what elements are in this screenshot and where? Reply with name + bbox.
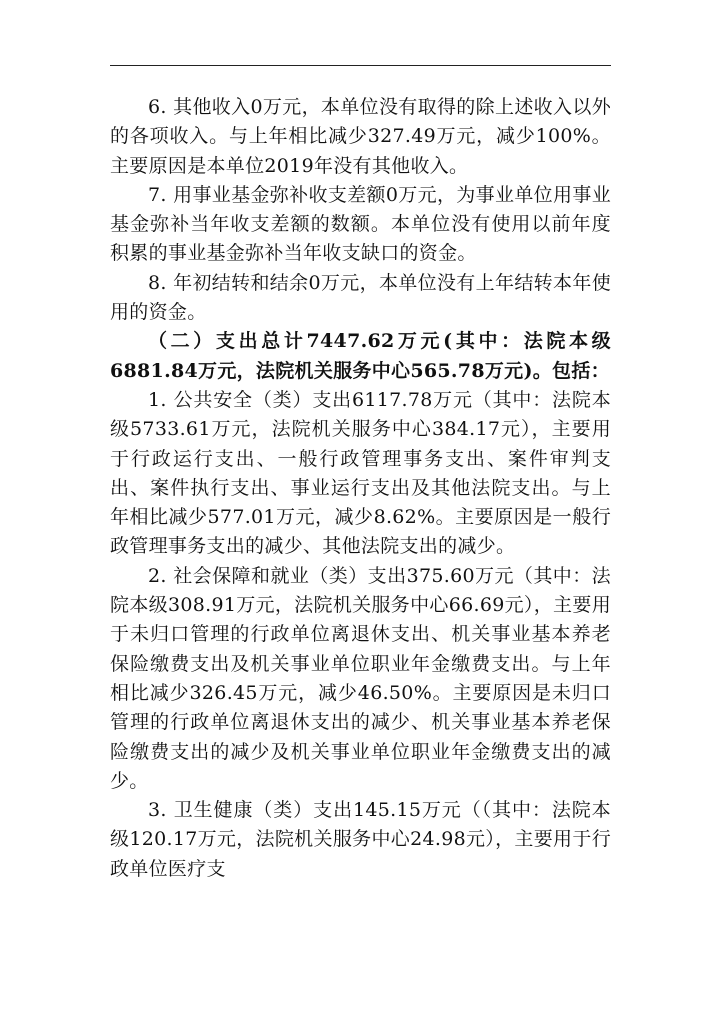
section-heading-expenditure-total: （二）支出总计7447.62万元(其中：法院本级6881.84万元，法院机关服务中心565.78万元)。包括：: [110, 330, 611, 382]
paragraph-carryover: 8. 年初结转和结余0万元，本单位没有上年结转本年使用的资金。: [110, 271, 611, 324]
paragraph-social-security: 2. 社会保障和就业（类）支出375.60万元（其中：法院本级308.91万元，法院机关服务中心66.69元），主要用于未归口管理的行政单位离退休支出、机关事业基本养老保险缴费支出及机关事业单位职业年金缴费支出。与上年相比减少326.45万元，减少46.50%。主要原因是未归口管理的行政单位离退休支出的减少、机关事业基本养老保险缴费支出的减少及机关事业单位职业年金缴费支出的减少。: [110, 564, 611, 792]
paragraph-health: 3. 卫生健康（类）支出145.15万元（（其中：法院本级120.17万元，法院机关服务中心24.98元），主要用于行政单位医疗支: [110, 799, 611, 880]
paragraph-public-safety: 1. 公共安全（类）支出6117.78万元（其中：法院本级5733.61万元，法院机关服务中心384.17元），主要用于行政运行支出、一般行政管理事务支出、案件审判支出、案件执行支出、事业运行支出及其他法院支出。与上年相比减少577.01万元，减少8.62%。主要原因是一般行政管理事务支出的减少、其他法院支出的减少。: [110, 388, 611, 558]
document-body: [110, 93, 611, 884]
header-rule: [110, 65, 611, 66]
paragraph-business-fund: 7. 用事业基金弥补收支差额0万元，为事业单位用事业基金弥补当年收支差额的数额。本单位没有使用以前年度积累的事业基金弥补当年收支缺口的资金。: [110, 183, 611, 265]
paragraph-other-income: 6. 其他收入0万元，本单位没有取得的除上述收入以外的各项收入。与上年相比减少327.49万元，减少100%。主要原因是本单位2019年没有其他收入。: [110, 96, 611, 177]
